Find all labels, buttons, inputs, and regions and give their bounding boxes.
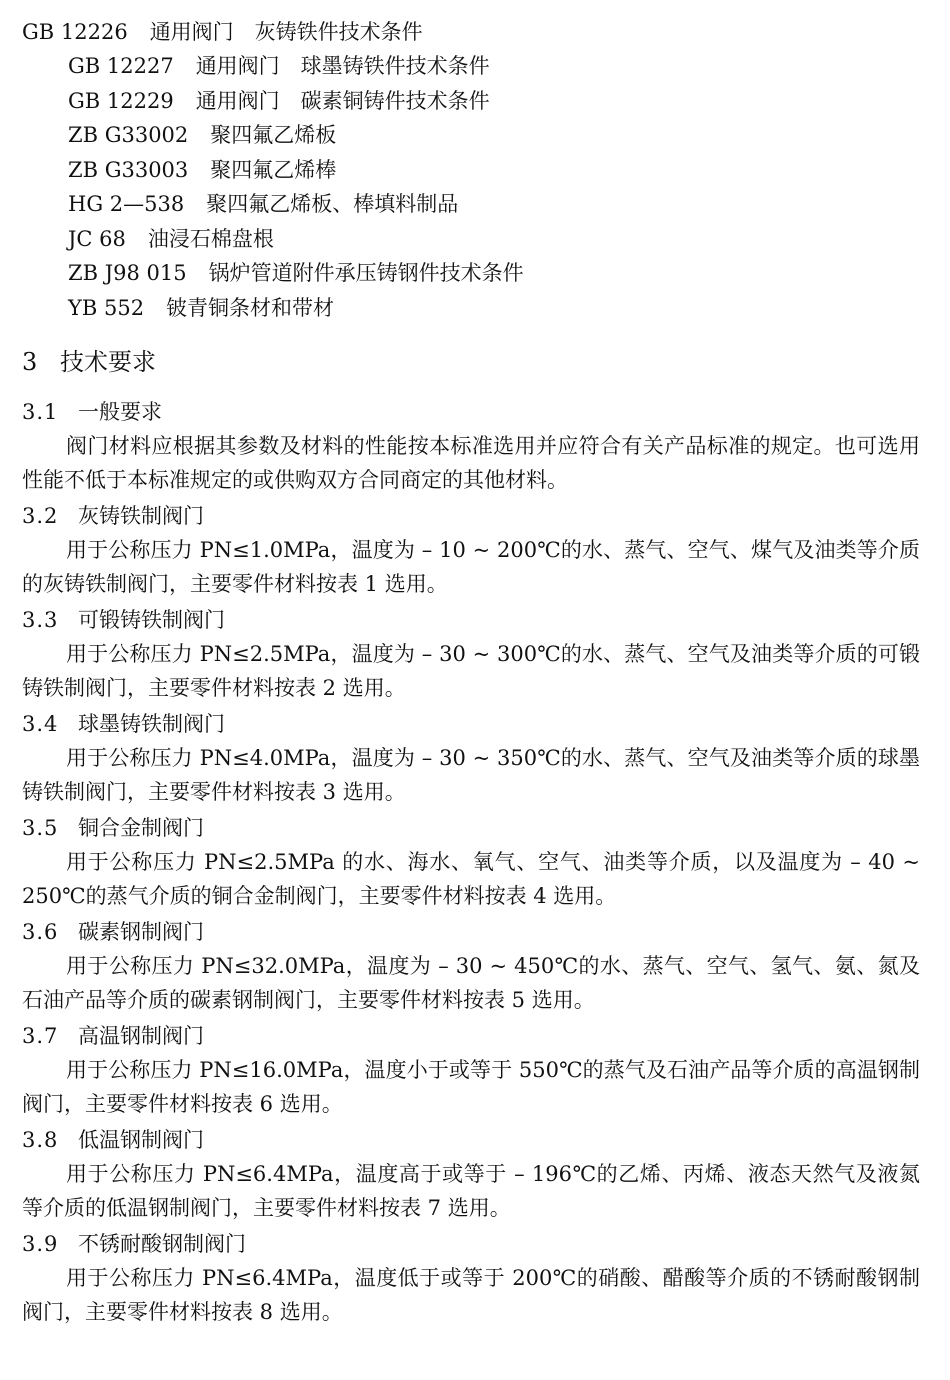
reference-item	[68, 87, 490, 115]
subsection-title: 不锈耐酸钢制阀门	[78, 1232, 246, 1256]
reference-item	[22, 18, 423, 46]
subsection-number: 3.5	[22, 816, 59, 840]
subsection-paragraph: 用于公称压力 PN≤32.0MPa，温度为 – 30 ~ 450℃的水、蒸气、空气、氢气、氨、氮及石油产品等介质的碳素钢制阀门，主要零件材料按表 5 选用。	[22, 954, 920, 1012]
subsection-number: 3.1	[22, 400, 59, 424]
subsection-number: 3.2	[22, 504, 59, 528]
subsection-heading	[22, 1022, 204, 1050]
subsection-heading	[22, 502, 204, 530]
subsection-heading	[22, 398, 162, 426]
subsection-title: 高温钢制阀门	[78, 1024, 204, 1048]
subsection-heading	[22, 606, 225, 634]
reference-title: 油浸石棉盘根	[147, 227, 274, 251]
subsection-paragraph: 用于公称压力 PN≤2.5MPa，温度为 – 30 ~ 300℃的水、蒸气、空气及油类等介质的可锻铸铁制阀门，主要零件材料按表 2 选用。	[22, 642, 920, 700]
reference-title: 通用阀门 灰铸铁件技术条件	[149, 20, 423, 44]
reference-title: 通用阀门 碳素铜铸件技术条件	[195, 89, 490, 113]
reference-code: JC 68	[68, 227, 126, 251]
reference-code: GB 12227	[68, 54, 174, 78]
subsection-heading	[22, 1230, 246, 1258]
reference-code: ZB G33002	[68, 123, 189, 147]
subsection-number: 3.9	[22, 1232, 59, 1256]
subsection-number: 3.7	[22, 1024, 59, 1048]
reference-title: 聚四氟乙烯板	[210, 123, 337, 147]
subsection-heading	[22, 814, 204, 842]
subsection-title: 球墨铸铁制阀门	[78, 712, 225, 736]
subsection-heading	[22, 1126, 204, 1154]
reference-code: GB 12229	[68, 89, 174, 113]
reference-title: 聚四氟乙烯棒	[210, 158, 337, 182]
subsection-number: 3.8	[22, 1128, 59, 1152]
subsection-number: 3.6	[22, 920, 59, 944]
section-number: 3	[22, 348, 38, 376]
subsection-paragraph: 用于公称压力 PN≤6.4MPa，温度低于或等于 200℃的硝酸、醋酸等介质的不锈耐酸钢制阀门，主要零件材料按表 8 选用。	[22, 1266, 920, 1324]
subsection-title: 低温钢制阀门	[78, 1128, 204, 1152]
reference-title: 聚四氟乙烯板、棒填料制品	[206, 192, 459, 216]
reference-code: ZB G33003	[68, 158, 189, 182]
subsection-paragraph: 用于公称压力 PN≤2.5MPa 的水、海水、氧气、空气、油类等介质，以及温度为 – 40 ~ 250℃的蒸气介质的铜合金制阀门，主要零件材料按表 4 选用。	[22, 850, 920, 908]
reference-item	[68, 190, 458, 218]
reference-code: HG 2—538	[68, 192, 185, 216]
subsection-title: 可锻铸铁制阀门	[78, 608, 225, 632]
subsection-heading	[22, 710, 225, 738]
subsection-title: 碳素钢制阀门	[78, 920, 204, 944]
reference-item	[68, 156, 336, 184]
subsection-paragraph: 用于公称压力 PN≤6.4MPa，温度高于或等于 – 196℃的乙烯、丙烯、液态天然气及液氮等介质的低温钢制阀门，主要零件材料按表 7 选用。	[22, 1162, 920, 1220]
reference-code: ZB J98 015	[68, 261, 187, 285]
subsection-title: 铜合金制阀门	[78, 816, 204, 840]
reference-title: 铍青铜条材和带材	[166, 296, 335, 320]
reference-item	[68, 259, 524, 287]
reference-code: YB 552	[68, 296, 145, 320]
reference-item	[68, 225, 274, 253]
subsection-heading	[22, 918, 204, 946]
subsection-title: 一般要求	[78, 400, 162, 424]
subsection-paragraph: 用于公称压力 PN≤1.0MPa，温度为 – 10 ~ 200℃的水、蒸气、空气、煤气及油类等介质的灰铸铁制阀门，主要零件材料按表 1 选用。	[22, 538, 920, 596]
subsection-number: 3.3	[22, 608, 59, 632]
reference-code: GB 12226	[22, 20, 128, 44]
reference-title: 通用阀门 球墨铸铁件技术条件	[195, 54, 490, 78]
reference-title: 锅炉管道附件承压铸钢件技术条件	[208, 261, 524, 285]
reference-item	[68, 52, 490, 80]
section-title: 技术要求	[60, 348, 156, 376]
subsection-paragraph: 用于公称压力 PN≤4.0MPa，温度为 – 30 ~ 350℃的水、蒸气、空气及油类等介质的球墨铸铁制阀门，主要零件材料按表 3 选用。	[22, 746, 920, 804]
reference-item	[68, 294, 334, 322]
subsection-title: 灰铸铁制阀门	[78, 504, 204, 528]
subsection-paragraph: 阀门材料应根据其参数及材料的性能按本标准选用并应符合有关产品标准的规定。也可选用性能不低于本标准规定的或供购双方合同商定的其他材料。	[22, 434, 920, 492]
reference-item	[68, 121, 336, 149]
subsection-number: 3.4	[22, 712, 59, 736]
subsection-paragraph: 用于公称压力 PN≤16.0MPa，温度小于或等于 550℃的蒸气及石油产品等介质的高温钢制阀门，主要零件材料按表 6 选用。	[22, 1058, 920, 1116]
section-heading	[22, 345, 156, 379]
